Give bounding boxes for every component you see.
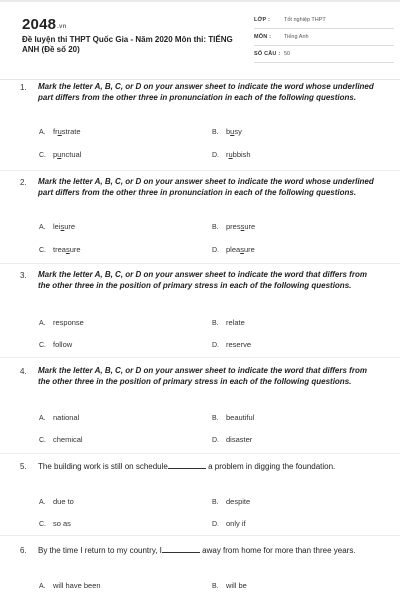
option-text: nctual bbox=[61, 150, 82, 159]
question-text-after: a problem in digging the foundation. bbox=[208, 462, 336, 471]
meta-label: SỐ CÂU : bbox=[254, 51, 281, 57]
option-d[interactable] bbox=[212, 245, 255, 254]
option-b[interactable] bbox=[212, 318, 245, 327]
option-text: sy bbox=[234, 127, 242, 136]
question-divider bbox=[0, 453, 400, 454]
question-divider bbox=[0, 263, 400, 264]
option-letter: D. bbox=[212, 521, 219, 528]
meta-label: LỚP : bbox=[254, 17, 270, 23]
option-text: ure bbox=[69, 245, 81, 254]
answer-blank bbox=[162, 546, 200, 553]
option-letter: A. bbox=[39, 224, 46, 231]
option-text: bbish bbox=[232, 150, 251, 159]
option-a[interactable] bbox=[39, 318, 84, 327]
meta-value: Tiếng Anh bbox=[284, 34, 309, 40]
option-letter: A. bbox=[39, 129, 46, 136]
option-text: so as bbox=[53, 519, 71, 528]
question-number: 2. bbox=[20, 178, 27, 187]
document-title: Đề luyện thi THPT Quốc Gia - Năm 2020 Môn thi: TIẾNG ANH (Đề số 20) bbox=[22, 35, 233, 54]
option-text: will have been bbox=[53, 581, 101, 590]
document-meta bbox=[254, 16, 394, 67]
option-c[interactable] bbox=[39, 435, 83, 444]
question-text-before: The building work is still on schedule bbox=[38, 462, 168, 471]
option-text: chemical bbox=[53, 435, 83, 444]
page-top-border bbox=[0, 0, 400, 2]
option-text: relate bbox=[226, 318, 245, 327]
site-logo[interactable] bbox=[22, 16, 66, 33]
option-text: b bbox=[226, 127, 231, 136]
question-text: Mark the letter A, B, C, or D on your answer sheet to indicate the word that differs from the other three in the position of primary stress in each of the following questions. bbox=[38, 366, 367, 386]
question-text-before: By the time I return to my country, I bbox=[38, 546, 162, 555]
option-text: reserve bbox=[226, 340, 252, 349]
question-number: 3. bbox=[20, 271, 27, 280]
logo-domain-text: .vn bbox=[57, 24, 67, 30]
question-6 bbox=[20, 546, 380, 596]
option-a[interactable] bbox=[39, 581, 101, 590]
meta-row-question-count bbox=[254, 50, 394, 63]
option-text: only if bbox=[226, 519, 246, 528]
option-underlined: s bbox=[60, 222, 65, 231]
question-4 bbox=[20, 366, 380, 452]
option-underlined: u bbox=[228, 150, 233, 159]
option-underlined: u bbox=[230, 127, 235, 136]
option-letter: D. bbox=[212, 247, 219, 254]
option-b[interactable] bbox=[212, 222, 255, 231]
option-letter: B. bbox=[212, 583, 219, 590]
question-3 bbox=[20, 270, 380, 356]
option-text: due to bbox=[53, 497, 74, 506]
option-underlined: u bbox=[57, 127, 62, 136]
option-text: lei bbox=[53, 222, 61, 231]
meta-value: 50 bbox=[284, 51, 291, 57]
question-number: 6. bbox=[20, 546, 27, 555]
question-text-after: away from home for more than three years. bbox=[202, 546, 356, 555]
option-text: pres bbox=[226, 222, 241, 231]
option-letter: C. bbox=[39, 342, 46, 349]
option-b[interactable] bbox=[212, 581, 247, 590]
option-letter: A. bbox=[39, 499, 46, 506]
option-text: trea bbox=[53, 245, 66, 254]
question-number: 4. bbox=[20, 367, 27, 376]
option-a[interactable] bbox=[39, 127, 81, 136]
option-text: national bbox=[53, 413, 80, 422]
question-divider bbox=[0, 170, 400, 171]
question-text: Mark the letter A, B, C, or D on your answer sheet to indicate the word that differs from the other three in the position of primary stress in each of the following questions. bbox=[38, 270, 367, 290]
meta-label: MÔN : bbox=[254, 34, 272, 40]
option-a[interactable] bbox=[39, 222, 75, 231]
option-letter: A. bbox=[39, 415, 46, 422]
option-underlined: s bbox=[240, 222, 245, 231]
option-letter: B. bbox=[212, 415, 219, 422]
option-letter: B. bbox=[212, 320, 219, 327]
logo-main-text: 2048 bbox=[22, 16, 57, 33]
option-c[interactable] bbox=[39, 340, 72, 349]
header-divider bbox=[0, 79, 400, 80]
question-text bbox=[38, 546, 380, 557]
option-letter: D. bbox=[212, 152, 219, 159]
option-text: r bbox=[226, 150, 229, 159]
option-text: will be bbox=[226, 581, 247, 590]
option-text: disaster bbox=[226, 435, 253, 444]
question-divider bbox=[0, 535, 400, 536]
option-a[interactable] bbox=[39, 497, 74, 506]
option-letter: B. bbox=[212, 224, 219, 231]
question-text: Mark the letter A, B, C, or D on your answer sheet to indicate the word whose underlined part differs from the other three in pronunciation in each of the following questions. bbox=[38, 177, 374, 197]
option-b[interactable] bbox=[212, 497, 250, 506]
option-text: follow bbox=[53, 340, 73, 349]
option-letter: A. bbox=[39, 320, 46, 327]
option-d[interactable] bbox=[212, 435, 252, 444]
option-text: despite bbox=[226, 497, 251, 506]
question-divider bbox=[0, 357, 400, 358]
option-text: p bbox=[53, 150, 58, 159]
option-a[interactable] bbox=[39, 413, 79, 422]
option-c[interactable] bbox=[39, 150, 81, 159]
option-letter: D. bbox=[212, 437, 219, 444]
meta-value: Tốt nghiệp THPT bbox=[284, 17, 326, 23]
option-letter: D. bbox=[212, 342, 219, 349]
question-number: 1. bbox=[20, 83, 27, 92]
meta-row-subject bbox=[254, 33, 394, 46]
option-letter: C. bbox=[39, 247, 46, 254]
question-number: 5. bbox=[20, 462, 27, 471]
option-c[interactable] bbox=[39, 519, 71, 528]
question-2 bbox=[20, 177, 380, 263]
option-d[interactable] bbox=[212, 150, 251, 159]
option-text: ure bbox=[244, 222, 256, 231]
option-underlined: s bbox=[240, 245, 244, 254]
option-letter: B. bbox=[212, 499, 219, 506]
option-letter: C. bbox=[39, 437, 46, 444]
option-text: strate bbox=[61, 127, 81, 136]
question-5 bbox=[20, 462, 380, 534]
option-d[interactable] bbox=[212, 340, 251, 349]
document-header bbox=[22, 14, 382, 72]
option-text: ure bbox=[64, 222, 76, 231]
option-letter: C. bbox=[39, 152, 46, 159]
option-letter: C. bbox=[39, 521, 46, 528]
option-c[interactable] bbox=[39, 245, 81, 254]
option-letter: A. bbox=[39, 583, 46, 590]
answer-blank bbox=[168, 462, 206, 469]
question-text bbox=[38, 462, 380, 473]
option-text: ure bbox=[243, 245, 255, 254]
option-text: beautiful bbox=[226, 413, 255, 422]
option-text: fr bbox=[53, 127, 58, 136]
option-text: response bbox=[53, 318, 84, 327]
meta-row-class bbox=[254, 16, 394, 29]
option-underlined: u bbox=[57, 150, 62, 159]
question-1 bbox=[20, 82, 380, 170]
option-d[interactable] bbox=[212, 519, 246, 528]
option-letter: B. bbox=[212, 129, 219, 136]
option-b[interactable] bbox=[212, 413, 254, 422]
option-b[interactable] bbox=[212, 127, 242, 136]
option-underlined: s bbox=[65, 245, 70, 254]
option-text: plea bbox=[226, 245, 241, 254]
question-text: Mark the letter A, B, C, or D on your answer sheet to indicate the word whose underlined part differs from the other three in pronunciation in each of the following questions. bbox=[38, 82, 374, 102]
